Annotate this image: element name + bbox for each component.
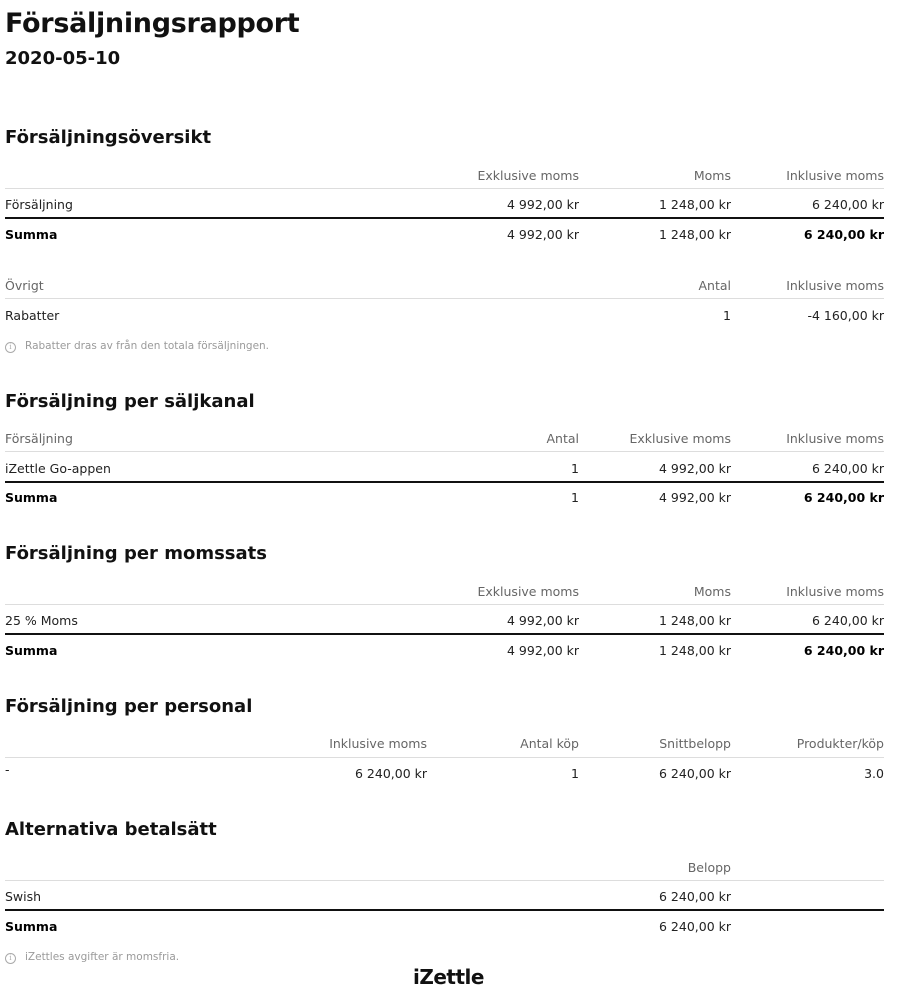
column-header-count: Antal — [698, 278, 731, 293]
column-header-amount: Belopp — [687, 860, 731, 875]
section-heading-payments: Alternativa betalsätt — [5, 819, 217, 840]
column-header-average: Snittbelopp — [659, 736, 731, 751]
row-divider — [5, 757, 884, 758]
note-text: iZettles avgifter är momsfria. — [25, 951, 180, 963]
column-header-incl: Inklusive moms — [786, 431, 884, 446]
cell-excl: 4 992,00 kr — [506, 197, 579, 212]
discount-note — [5, 340, 269, 353]
total-label: Summa — [5, 227, 58, 242]
row-label: 25 % Moms — [5, 613, 78, 628]
total-incl: 6 240,00 kr — [803, 227, 884, 242]
total-excl: 4 992,00 kr — [506, 643, 579, 658]
column-header-excl: Exklusive moms — [477, 168, 579, 183]
column-header-incl: Inklusive moms — [786, 584, 884, 599]
section-heading-staff: Försäljning per personal — [5, 696, 253, 717]
report-date: 2020-05-10 — [5, 48, 121, 69]
section-heading-overview: Försäljningsöversikt — [5, 127, 212, 148]
column-header-purchases: Antal köp — [520, 736, 579, 751]
column-header-sales: Försäljning — [5, 431, 73, 446]
column-header-incl: Inklusive moms — [786, 168, 884, 183]
row-label: Försäljning — [5, 197, 73, 212]
total-divider — [5, 481, 884, 483]
cell-incl: 6 240,00 kr — [811, 461, 884, 476]
column-header-other: Övrigt — [5, 278, 44, 293]
row-label: - — [5, 762, 10, 777]
section-heading-vat: Försäljning per momssats — [5, 543, 267, 564]
cell-count: 1 — [571, 461, 579, 476]
total-label: Summa — [5, 643, 58, 658]
total-incl: 6 240,00 kr — [803, 643, 884, 658]
column-header-incl: Inklusive moms — [329, 736, 427, 751]
total-label: Summa — [5, 919, 58, 934]
cell-count: 1 — [723, 308, 731, 323]
izettle-logo: iZettle — [413, 965, 484, 989]
cell-incl: -4 160,00 kr — [807, 308, 884, 323]
total-divider — [5, 633, 884, 635]
row-label: Rabatter — [5, 308, 60, 323]
row-divider — [5, 451, 884, 452]
cell-excl: 4 992,00 kr — [658, 461, 731, 476]
column-header-products: Produkter/köp — [796, 736, 884, 751]
total-count: 1 — [571, 490, 579, 505]
total-moms: 1 248,00 kr — [658, 643, 731, 658]
row-divider — [5, 298, 884, 299]
total-divider — [5, 909, 884, 911]
column-header-moms: Moms — [693, 584, 731, 599]
total-excl: 4 992,00 kr — [658, 490, 731, 505]
row-divider — [5, 880, 884, 881]
total-divider — [5, 217, 884, 219]
column-header-incl: Inklusive moms — [786, 278, 884, 293]
cell-excl: 4 992,00 kr — [506, 613, 579, 628]
column-header-excl: Exklusive moms — [477, 584, 579, 599]
row-label: iZettle Go-appen — [5, 461, 111, 476]
cell-incl: 6 240,00 kr — [811, 197, 884, 212]
info-icon: i — [5, 342, 16, 353]
cell-moms: 1 248,00 kr — [658, 613, 731, 628]
fees-note — [5, 951, 179, 964]
page-title: Försäljningsrapport — [5, 8, 300, 39]
cell-purchases: 1 — [571, 766, 579, 781]
row-divider — [5, 604, 884, 605]
total-amount: 6 240,00 kr — [658, 919, 731, 934]
cell-incl: 6 240,00 kr — [354, 766, 427, 781]
total-label: Summa — [5, 490, 58, 505]
cell-average: 6 240,00 kr — [658, 766, 731, 781]
total-incl: 6 240,00 kr — [803, 490, 884, 505]
note-text: Rabatter dras av från den totala försäljningen. — [25, 340, 270, 352]
total-excl: 4 992,00 kr — [506, 227, 579, 242]
column-header-excl: Exklusive moms — [629, 431, 731, 446]
column-header-moms: Moms — [693, 168, 731, 183]
row-divider — [5, 188, 884, 189]
row-label: Swish — [5, 889, 42, 904]
total-moms: 1 248,00 kr — [658, 227, 731, 242]
section-heading-channel: Försäljning per säljkanal — [5, 391, 255, 412]
cell-amount: 6 240,00 kr — [658, 889, 731, 904]
cell-incl: 6 240,00 kr — [811, 613, 884, 628]
info-icon: i — [5, 953, 16, 964]
cell-products: 3.0 — [864, 766, 884, 781]
cell-moms: 1 248,00 kr — [658, 197, 731, 212]
column-header-count: Antal — [546, 431, 579, 446]
